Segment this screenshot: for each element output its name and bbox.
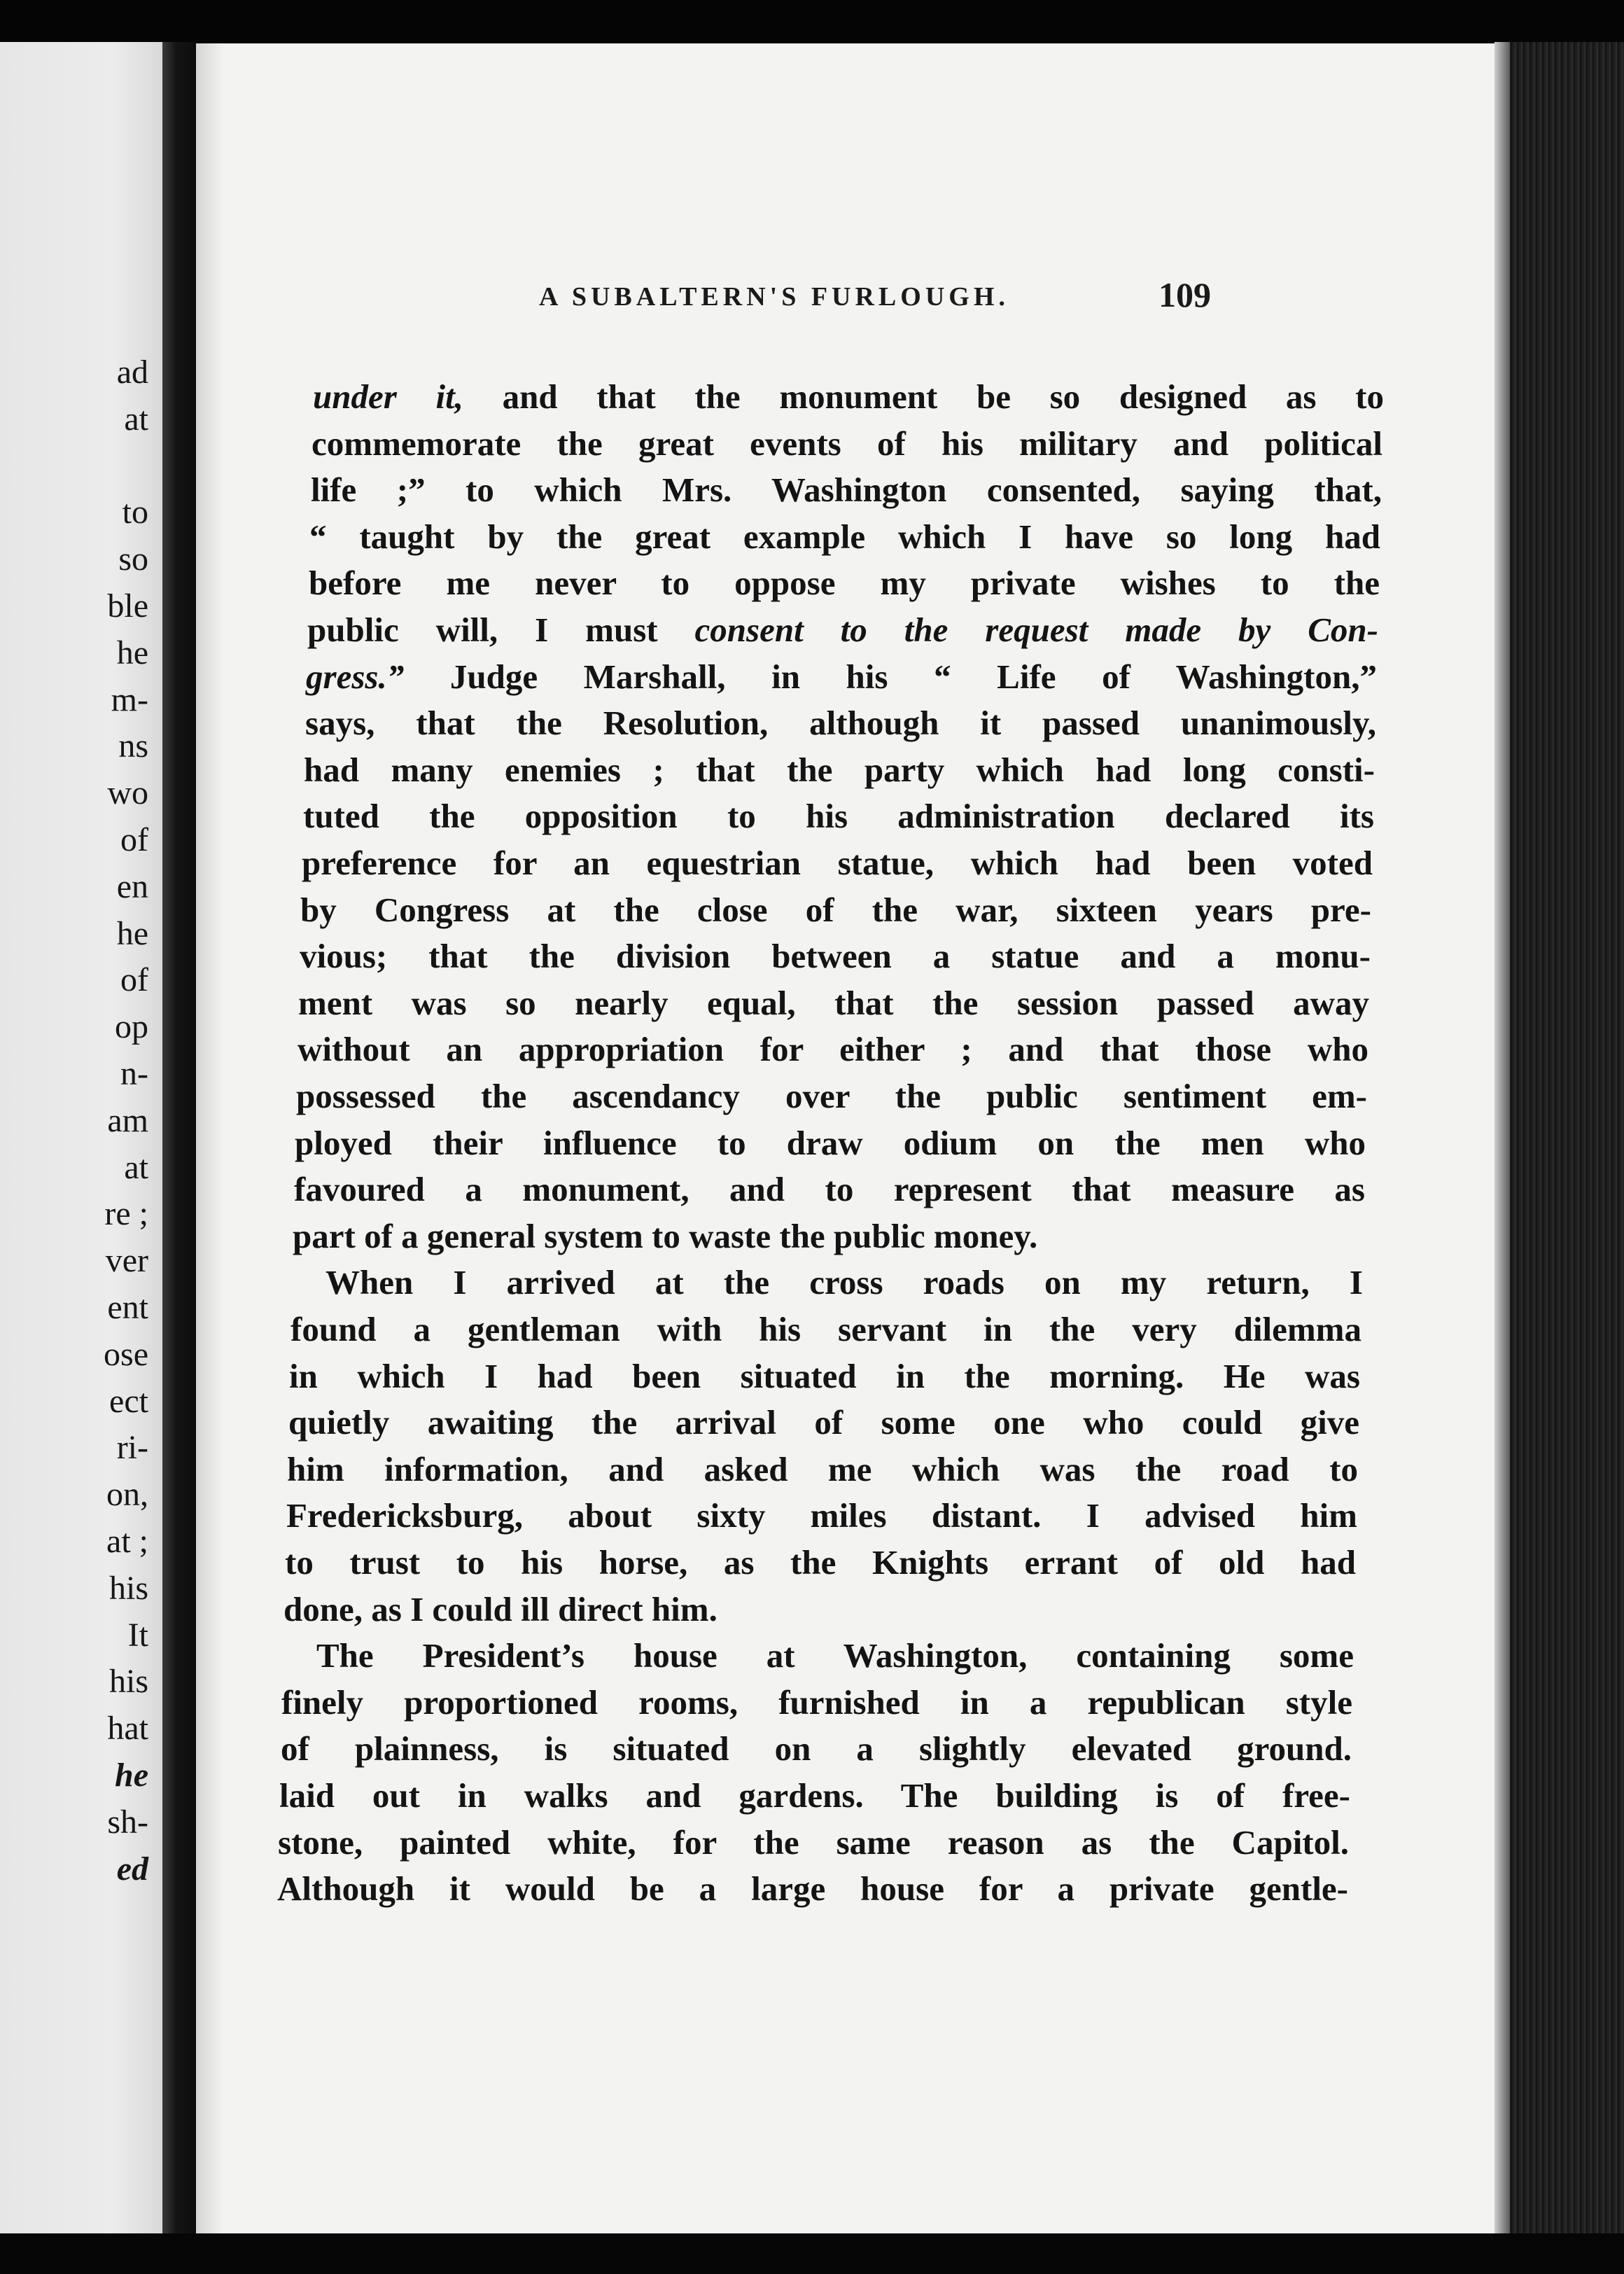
text-line [309, 562, 1380, 604]
scan-bottom-border [0, 2233, 1624, 2274]
text-line [303, 795, 1374, 837]
line-text: by Congress at the close of the war, sixteen years pre- [300, 890, 1371, 929]
text-line [300, 889, 1371, 931]
line-text: “ taught by the great example which I have so long had [309, 517, 1380, 556]
italic-text: under it, [313, 377, 463, 416]
text-line [312, 423, 1382, 465]
line-text: stone, painted white, for the same reason as the Capitol. [278, 1822, 1349, 1862]
page-number: 109 [1158, 275, 1211, 314]
line-text: Although it would be a large house for a private gentle- [277, 1869, 1348, 1909]
facing-page-fragment: on, [106, 1476, 148, 1514]
text-line [293, 1215, 1364, 1257]
text-line [277, 1868, 1348, 1910]
facing-page-fragment: m- [111, 681, 148, 718]
facing-page-fragment: his [108, 1569, 148, 1607]
text-line [281, 1728, 1352, 1770]
text-line [298, 1028, 1368, 1070]
text-line [305, 702, 1376, 744]
text-line [287, 1449, 1358, 1491]
facing-page-fragment: wo [107, 774, 148, 812]
facing-page-fragment: his [108, 1663, 148, 1701]
line-text: ment was so nearly equal, that the session passed away [298, 983, 1369, 1022]
facing-page-fragment: op [115, 1008, 148, 1046]
line-text: says, that the Resolution, although it passed unanimously, [305, 704, 1376, 743]
text-line [289, 1355, 1360, 1397]
line-text: tuted the opposition to his administration declared its [303, 797, 1374, 836]
text-line [300, 935, 1371, 977]
text-line [302, 842, 1373, 884]
facing-page-fragment: ver [105, 1242, 148, 1280]
text-line [316, 1635, 1354, 1677]
text-line [307, 609, 1378, 651]
line-text: finely proportioned rooms, furnished in a republican style [281, 1682, 1352, 1722]
line-text: life ;” to which Mrs. Washington consented, saying that, [311, 470, 1382, 510]
text-line [298, 982, 1369, 1024]
line-text: part of a general system to waste the public money. [293, 1216, 1038, 1255]
facing-page-fragment: he [115, 1757, 148, 1794]
text-line [311, 469, 1382, 511]
text-line [284, 1589, 1354, 1631]
page-shading [196, 43, 224, 2235]
line-text: before me never to oppose my private wishes to the [309, 564, 1380, 603]
facing-page-fragment: so [118, 540, 148, 578]
text-line [279, 1775, 1350, 1817]
book-fore-edge [1494, 42, 1624, 2233]
line-text: commemorate the great events of his military and political [312, 424, 1382, 463]
line-text: possessed the ascendancy over the public sentiment em- [296, 1077, 1367, 1115]
facing-page-fragment: It [127, 1616, 148, 1654]
facing-page-fragment: ent [107, 1289, 148, 1326]
text-line [288, 1402, 1359, 1444]
line-text: laid out in walks and gardens. The building is of free- [279, 1776, 1350, 1815]
facing-page-fragment: en [116, 867, 148, 905]
line-text: done, as I could ill direct him. [284, 1589, 718, 1628]
line-text: Fredericksburg, about sixty miles distant. I advised him [286, 1496, 1357, 1535]
line-text: found a gentleman with his servant in the very dilemma [290, 1310, 1362, 1348]
line-text: When I arrived at the cross roads on my return, I [326, 1263, 1363, 1302]
page-edge-highlight [1494, 42, 1510, 2233]
line-text: public will, I must [307, 611, 695, 649]
facing-page-fragment: ose [104, 1335, 148, 1373]
text-line [326, 1262, 1363, 1304]
facing-page-fragment: ed [116, 1850, 148, 1888]
line-text: favoured a monument, and to represent that measure as [294, 1170, 1365, 1209]
facing-page-fragment: sh- [107, 1803, 148, 1841]
line-text: to trust to his horse, as the Knights errant of old had [285, 1543, 1356, 1582]
line-text: had many enemies ; that the party which had long consti- [304, 750, 1375, 789]
facing-page-fragment: ect [109, 1382, 148, 1420]
text-line [304, 749, 1375, 791]
line-text: and that the monument be so designed as to [463, 377, 1384, 416]
line-text: ployed their influence to draw odium on the men who [295, 1123, 1366, 1162]
facing-page-fragment: at [124, 400, 148, 438]
line-text: Judge Marshall, in his “ Life of Washington,” [404, 657, 1377, 696]
text-line [295, 1122, 1366, 1164]
line-text: of plainness, is situated on a slightly elevated ground. [281, 1729, 1352, 1769]
line-text: preference for an equestrian statue, which had been voted [302, 844, 1373, 882]
text-line [286, 1495, 1357, 1537]
facing-page-fragment: ble [107, 587, 148, 625]
facing-page-fragment: of [120, 961, 148, 999]
facing-page-fragment: n- [120, 1055, 148, 1092]
italic-text: consent to the request made by Con- [694, 611, 1378, 649]
text-line [294, 1169, 1365, 1211]
book-page [196, 43, 1494, 2235]
text-line [278, 1822, 1349, 1864]
text-line [313, 376, 1384, 418]
line-text: him information, and asked me which was the road to [287, 1449, 1358, 1488]
facing-page-fragment: ad [116, 354, 148, 391]
scan-top-border [0, 0, 1624, 43]
facing-page-fragment: hat [107, 1710, 148, 1748]
italic-text: gress.” [306, 657, 405, 696]
line-text: without an appropriation for either ; and that those who [298, 1030, 1368, 1069]
facing-page-fragment: to [122, 494, 148, 531]
text-line [306, 656, 1377, 698]
running-title: A SUBALTERN'S FURLOUGH. [539, 282, 1009, 312]
text-line [296, 1075, 1367, 1117]
facing-page-fragment: at [124, 1148, 148, 1186]
facing-page-fragment: re ; [104, 1195, 148, 1233]
facing-page-fragment: ri- [116, 1429, 148, 1467]
facing-page-fragment: ns [118, 727, 148, 765]
text-line [281, 1682, 1352, 1724]
facing-page-left [0, 42, 162, 2233]
facing-page-fragment: am [107, 1101, 148, 1139]
line-text: The President’s house at Washington, containing some [316, 1636, 1354, 1675]
facing-page-fragment: of [120, 821, 148, 858]
line-text: quietly awaiting the arrival of some one who could give [288, 1403, 1359, 1442]
facing-page-fragment: he [116, 914, 148, 952]
text-line [309, 516, 1380, 558]
line-text: in which I had been situated in the morning. He was [289, 1356, 1360, 1395]
facing-page-fragment: at ; [106, 1523, 148, 1560]
text-line [290, 1309, 1362, 1351]
facing-page-fragment: he [116, 634, 148, 671]
line-text: vious; that the division between a statue and a monu- [300, 937, 1371, 976]
text-line [285, 1542, 1356, 1584]
book-gutter [162, 42, 196, 2233]
